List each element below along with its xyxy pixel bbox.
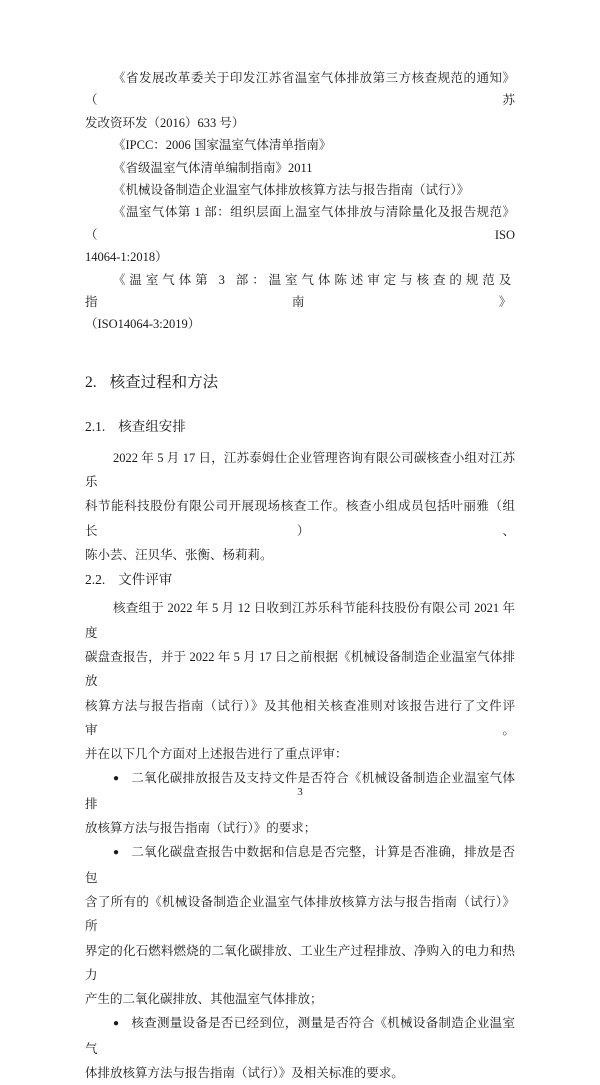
reference-line: 发改资环发（2016）633 号） [85, 115, 245, 130]
paragraph-line: 碳盘查报告，并于 2022 年 5 月 17 日之前根据《机械设备制造企业温室气体排放 [85, 649, 515, 689]
paragraph-line: 科节能科技股份有限公司开展现场核查工作。核查小组成员包括叶丽雅（组长）、 [85, 499, 515, 538]
section-heading-2-1 [85, 416, 515, 438]
reference-list [85, 67, 515, 336]
bullet-line [85, 840, 515, 890]
paragraph-line: 陈小芸、汪贝华、张衡、杨莉莉。 [85, 548, 273, 563]
paragraph-line: 2022 年 5 月 17 日，江苏泰姆仕企业管理咨询有限公司碳核查小组对江苏乐 [85, 450, 515, 490]
bullet-icon: ● [113, 847, 120, 859]
reference-line: 《温室气体第 1 部：组织层面上温室气体排放与清除量化及报告规范》（ISO [85, 205, 515, 242]
section-title: 核查组安排 [118, 418, 186, 434]
bullet-line: 放核算方法与报告指南（试行）》的要求； [85, 821, 317, 836]
bullet-text: 核查测量设备是否已经到位，测量是否符合《机械设备制造企业温室气 [85, 1016, 515, 1056]
bullet-list [85, 766, 515, 1085]
paragraph-team-arrangement [85, 446, 515, 567]
section-title: 文件评审 [118, 572, 173, 588]
reference-line: 《温室气体第 3 部：温室气体陈述审定与核查的规范及指南》 [85, 272, 515, 310]
paragraph-line: 并在以下几个方面对上述报告进行了重点评审： [85, 747, 348, 762]
document-content [85, 67, 515, 1085]
reference-line: 14064-1:2018） [85, 250, 168, 265]
section-number: 2. [85, 373, 97, 391]
section-heading-2-2 [85, 569, 515, 591]
reference-line: 《IPCC：2006 国家温室气体清单指南》 [113, 138, 332, 153]
bullet-text: 二氧化碳排放报告及支持文件是否符合《机械设备制造企业温室气体排 [85, 771, 515, 811]
bullet-item [85, 1011, 515, 1085]
section-heading-2 [85, 370, 515, 396]
page-number: 3 [297, 786, 303, 798]
bullet-item [85, 840, 515, 1011]
bullet-line [85, 1011, 515, 1061]
section-number: 2.1. [85, 418, 106, 434]
bullet-icon: ● [113, 1018, 120, 1030]
reference-line: （ISO14064-3:2019） [85, 317, 201, 332]
reference-line: 《省发展改革委关于印发江苏省温室气体排放第三方核查规范的通知》（苏 [85, 71, 515, 108]
bullet-line: 含了所有的《机械设备制造企业温室气体排放核算方法与报告指南（试行）》所 [85, 894, 515, 934]
bullet-text: 二氧化碳盘查报告中数据和信息是否完整，计算是否准确，排放是否包 [85, 845, 515, 885]
reference-line: 《省级温室气体清单编制指南》2011 [113, 160, 313, 175]
bullet-line: 产生的二氧化碳排放、其他温室气体排放； [85, 992, 323, 1007]
section-number: 2.2. [85, 572, 106, 588]
reference-line: 《机械设备制造企业温室气体排放核算方法与报告指南（试行）》 [113, 183, 470, 198]
paragraph-document-review [85, 596, 515, 766]
paragraph-line: 核查组于 2022 年 5 月 12 日收到江苏乐科节能科技股份有限公司 2021 年度 [85, 601, 515, 640]
paragraph-line: 核算方法与报告指南（试行）》及其他相关核查准则对该报告进行了文件评审。 [85, 698, 515, 737]
bullet-icon: ● [113, 773, 120, 785]
bullet-item [85, 766, 515, 840]
bullet-line: 界定的化石燃料燃烧的二氧化碳排放、工业生产过程排放、净购入的电力和热力 [85, 943, 515, 982]
bullet-line: 体排放核算方法与报告指南（试行）》及相关标准的要求。 [85, 1066, 404, 1080]
section-title: 核查过程和方法 [109, 373, 219, 391]
